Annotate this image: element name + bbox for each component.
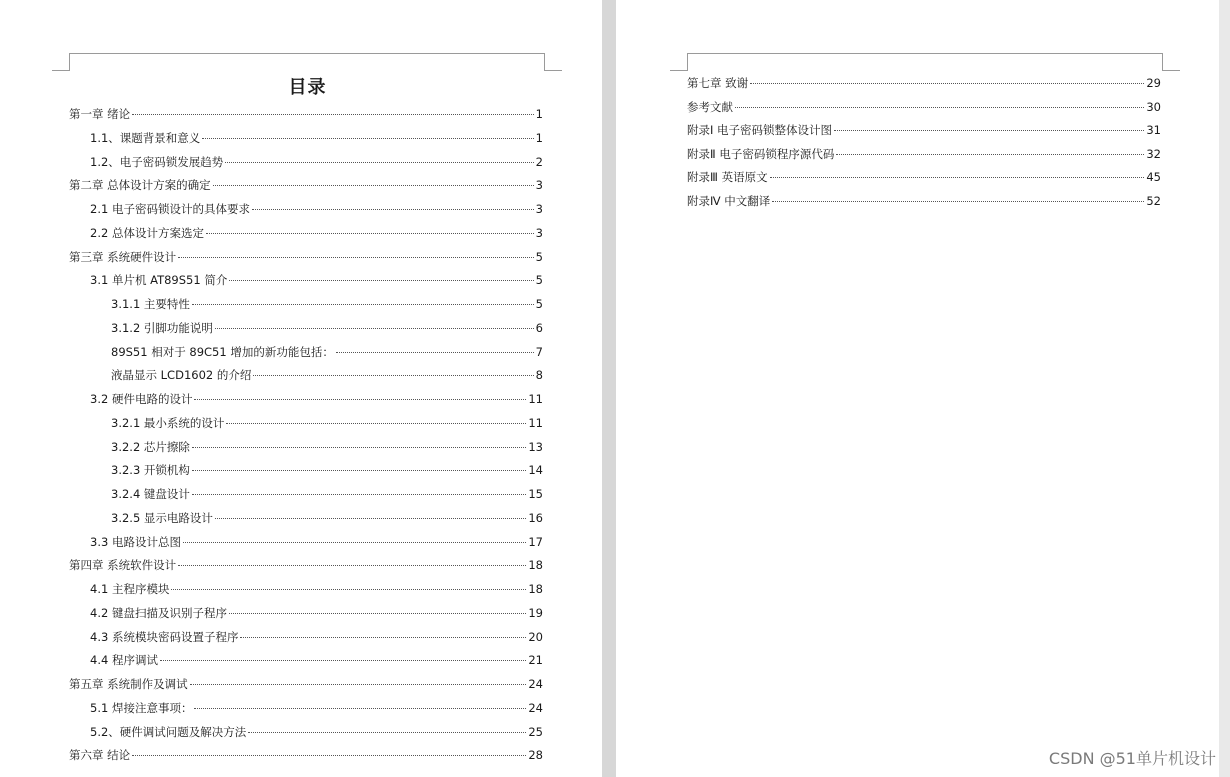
toc-entry[interactable]: [90, 272, 543, 288]
toc-entry-label: 3.2.2 芯片擦除: [111, 439, 190, 454]
toc-entry-label: 1.2、电子密码锁发展趋势: [90, 154, 224, 169]
toc-entry-page: 1: [535, 107, 543, 121]
document-page-right: [616, 0, 1219, 777]
toc-entry-page: 16: [528, 510, 543, 525]
toc-entry-label: 3.2 硬件电路的设计: [90, 392, 193, 406]
toc-entry[interactable]: [69, 249, 543, 265]
margin-corner-mark: [544, 53, 562, 71]
toc-leader-dots: [160, 660, 526, 661]
toc-leader-dots: [215, 328, 534, 329]
toc-entry[interactable]: [111, 344, 543, 360]
toc-leader-dots: [178, 257, 534, 258]
toc-entry[interactable]: [90, 391, 543, 407]
toc-entry[interactable]: [90, 201, 543, 217]
toc-entry-page: 5: [535, 273, 543, 288]
toc-entry[interactable]: [687, 122, 1161, 138]
toc-entry[interactable]: [90, 724, 543, 740]
toc-entry-label: 89S51 相对于 89C51 增加的新功能包括：: [111, 344, 334, 359]
toc-entry-label: 第六章 结论: [69, 748, 131, 763]
toc-entry-page: 45: [1146, 170, 1161, 185]
toc-entry-label: 5.1 焊接注意事项：: [90, 700, 193, 715]
toc-entry-label: 4.2 键盘扫描及识别子程序: [90, 605, 227, 620]
toc-entry-label: 第五章 系统制作及调试: [69, 677, 188, 691]
toc-entry-label: 3.1.2 引脚功能说明: [111, 320, 213, 335]
toc-entry[interactable]: [111, 462, 543, 478]
toc-entry[interactable]: [69, 676, 543, 692]
toc-leader-dots: [336, 352, 534, 353]
toc-leader-dots: [192, 304, 534, 305]
toc-entry-label: 2.1 电子密码锁设计的具体要求: [90, 202, 250, 216]
toc-entry[interactable]: [111, 439, 543, 455]
toc-entry-label: 3.3 电路设计总图: [90, 534, 181, 549]
toc-leader-dots: [735, 107, 1144, 108]
toc-entry-page: 8: [535, 368, 543, 383]
toc-entry-page: 21: [528, 653, 543, 668]
toc-entry-page: 14: [528, 463, 543, 478]
toc-entry-label: 第七章 致谢: [687, 76, 749, 90]
toc-entry-page: 13: [528, 439, 543, 454]
toc-entry-label: 3.1.1 主要特性: [111, 297, 190, 311]
toc-entry[interactable]: [90, 700, 543, 716]
toc-entry-label: 4.4 程序调试: [90, 653, 158, 668]
toc-entry[interactable]: [687, 75, 1161, 91]
margin-corner-mark: [687, 53, 1162, 54]
toc-entry-page: 32: [1146, 146, 1161, 161]
toc-entry-label: 2.2 总体设计方案选定: [90, 225, 204, 240]
toc-entry-label: 第四章 系统软件设计: [69, 558, 177, 573]
watermark: CSDN @51单片机设计: [1048, 749, 1216, 768]
margin-corner-mark: [1162, 53, 1180, 71]
scrollbar[interactable]: [1219, 0, 1230, 777]
toc-leader-dots: [192, 494, 526, 495]
toc-entry-page: 15: [528, 487, 543, 501]
toc-entry-page: 11: [528, 392, 543, 406]
toc-entry-label: 1.1、课题背景和意义: [90, 130, 201, 145]
toc-entry-page: 24: [528, 700, 543, 715]
toc-entry-page: 18: [528, 582, 543, 596]
toc-entry[interactable]: [111, 510, 543, 526]
toc-leader-dots: [190, 684, 527, 685]
toc-entry-page: 7: [535, 344, 543, 359]
toc-entry[interactable]: [687, 193, 1161, 209]
toc-entry-page: 19: [528, 605, 543, 620]
toc-entry-label: 参考文献: [687, 99, 733, 114]
toc-entry-label: 4.3 系统模块密码设置子程序: [90, 629, 239, 644]
toc-leader-dots: [750, 83, 1144, 84]
toc-leader-dots: [132, 114, 534, 115]
toc-entry-label: 4.1 主程序模块: [90, 582, 170, 596]
toc-leader-dots: [226, 423, 526, 424]
toc-entry-page: 25: [528, 724, 543, 739]
toc-entry-page: 18: [528, 558, 543, 573]
toc-entry-page: 17: [528, 534, 543, 549]
toc-entry-page: 3: [535, 178, 543, 193]
toc-entry[interactable]: [687, 146, 1161, 162]
toc-leader-dots: [248, 732, 526, 733]
toc-entry[interactable]: [69, 557, 543, 573]
toc-entry[interactable]: [69, 177, 543, 193]
toc-leader-dots: [252, 209, 534, 210]
toc-leader-dots: [253, 375, 533, 376]
toc-entry-page: 3: [535, 225, 543, 240]
toc-entry-page: 6: [535, 320, 543, 335]
toc-entry-page: 52: [1146, 194, 1161, 208]
toc-leader-dots: [213, 185, 534, 186]
toc-entry[interactable]: [90, 652, 543, 668]
toc-entry-label: 3.2.5 显示电路设计: [111, 510, 213, 525]
toc-leader-dots: [192, 470, 526, 471]
document-page-left: [0, 0, 602, 777]
toc-entry[interactable]: [111, 296, 543, 312]
toc-entry-label: 附录Ⅰ 电子密码锁整体设计图: [687, 123, 833, 138]
toc-leader-dots: [202, 138, 533, 139]
toc-entry-page: 5: [535, 249, 543, 264]
toc-entry[interactable]: [90, 154, 543, 170]
toc-entry[interactable]: [111, 486, 543, 502]
toc-leader-dots: [770, 177, 1145, 178]
toc-entry-label: 5.2、硬件调试问题及解决方法: [90, 724, 247, 739]
margin-corner-mark: [670, 53, 688, 71]
toc-entry[interactable]: [111, 320, 543, 336]
toc-leader-dots: [229, 613, 526, 614]
toc-entry-label: 附录Ⅳ 中文翻译: [687, 194, 771, 208]
toc-entry-page: 3: [535, 202, 543, 216]
toc-leader-dots: [206, 233, 534, 234]
toc-entry-label: 第三章 系统硬件设计: [69, 249, 177, 264]
toc-entry[interactable]: [90, 605, 543, 621]
toc-entry-page: 31: [1146, 123, 1161, 138]
toc-entry[interactable]: [90, 581, 543, 597]
toc-entry-page: 29: [1146, 76, 1161, 90]
toc-entry[interactable]: [90, 225, 543, 241]
toc-entry-label: 3.2.3 开锁机构: [111, 463, 190, 478]
toc-entry-page: 2: [535, 154, 543, 169]
toc-entry[interactable]: [69, 106, 543, 122]
toc-entry-page: 11: [528, 415, 543, 430]
toc-leader-dots: [229, 280, 533, 281]
toc-entry-label: 附录Ⅲ 英语原文: [687, 170, 768, 185]
toc-entry-label: 3.1 单片机 AT89S51 简介: [90, 273, 228, 288]
toc-leader-dots: [183, 542, 526, 543]
toc-entry[interactable]: [111, 415, 543, 431]
toc-entry[interactable]: [687, 99, 1161, 115]
margin-corner-mark: [69, 53, 544, 54]
toc-leader-dots: [194, 399, 526, 400]
toc-entry-page: 20: [528, 629, 543, 644]
toc-leader-dots: [225, 162, 533, 163]
toc-entry[interactable]: [90, 130, 543, 146]
margin-corner-mark: [52, 53, 70, 71]
toc-entry-label: 液晶显示 LCD1602 的介绍: [111, 368, 252, 383]
toc-entry-page: 30: [1146, 99, 1161, 114]
toc-leader-dots: [215, 518, 526, 519]
toc-leader-dots: [772, 201, 1144, 202]
toc-leader-dots: [171, 589, 526, 590]
toc-title: 目录: [288, 77, 327, 98]
toc-leader-dots: [194, 708, 526, 709]
toc-entry-page: 28: [528, 748, 543, 763]
toc-entry-page: 5: [535, 297, 543, 311]
toc-entry[interactable]: [111, 367, 543, 383]
toc-entry[interactable]: [69, 747, 543, 763]
toc-entry-page: 24: [528, 677, 543, 691]
toc-leader-dots: [240, 637, 526, 638]
toc-leader-dots: [192, 447, 526, 448]
toc-leader-dots: [834, 130, 1144, 131]
toc-entry-label: 第二章 总体设计方案的确定: [69, 178, 211, 193]
toc-leader-dots: [836, 154, 1144, 155]
toc-entry-page: 1: [535, 130, 543, 145]
toc-entry-label: 附录Ⅱ 电子密码锁程序源代码: [687, 146, 835, 161]
toc-entry-label: 3.2.4 键盘设计: [111, 487, 190, 501]
toc-entry-label: 3.2.1 最小系统的设计: [111, 415, 225, 430]
toc-entry-label: 第一章 绪论: [69, 107, 131, 121]
toc-entry[interactable]: [90, 629, 543, 645]
toc-leader-dots: [178, 565, 526, 566]
toc-entry[interactable]: [90, 534, 543, 550]
toc-entry[interactable]: [687, 169, 1161, 185]
toc-leader-dots: [132, 755, 526, 756]
